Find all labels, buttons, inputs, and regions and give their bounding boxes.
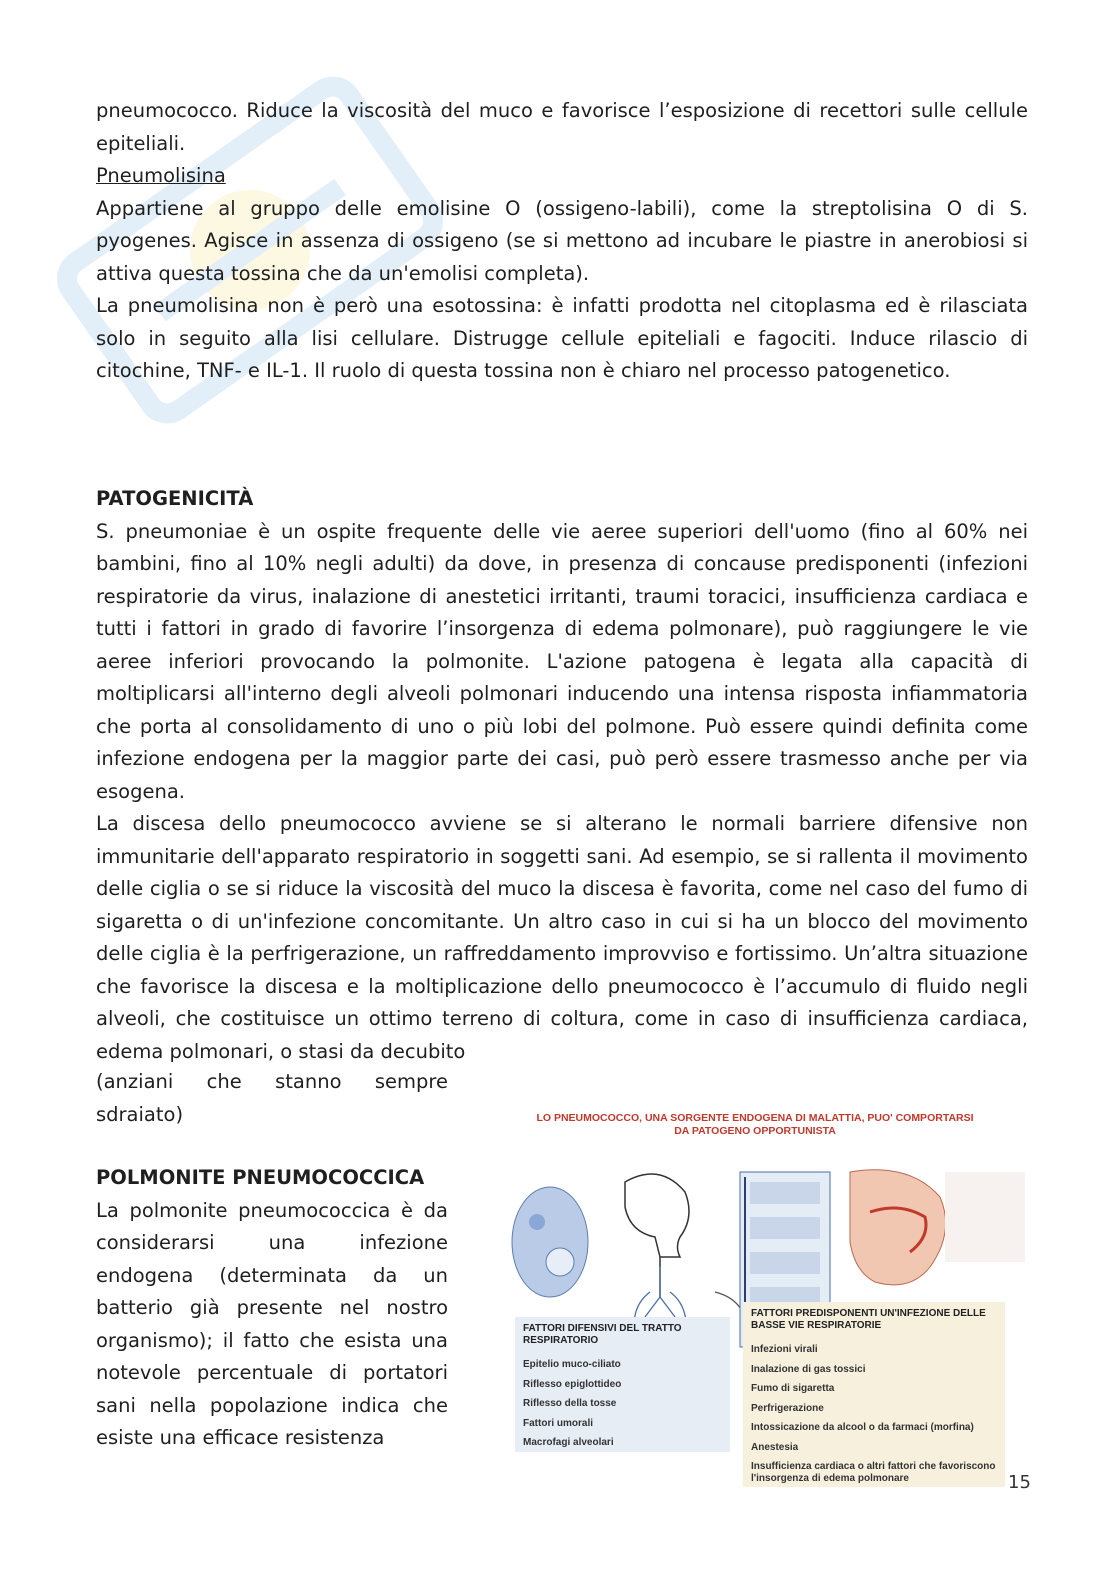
figure-title: LO PNEUMOCOCCO, UNA SORGENTE ENDOGENA DI MALATTIA, PUO' COMPORTARSI DA PATOGENO OPPORTUNISTA xyxy=(536,1112,974,1137)
page-number: 15 xyxy=(1008,1472,1031,1493)
pneumolisina-paragraph-2: La pneumolisina non è però una esotossina: è infatti prodotta nel citoplasma ed è rilasciata solo in seguito alla lisi cellulare. Distrugge cellule epiteliali e fagociti. Induce rilascio di citochine, TNF- e IL-1. Il ruolo di questa tossina non è chiaro nel processo patogenetico. xyxy=(96,294,1028,382)
defense-factor-item: Riflesso della tosse xyxy=(523,1398,617,1409)
predisposing-factor-item: Insufficienza cardiaca o altri fattori che favoriscono l'insorgenza di edema polmonare xyxy=(751,1461,996,1484)
intro-paragraph: pneumococco. Riduce la viscosità del muco e favorisce l’esposizione di recettori sulle cellule epiteliali. xyxy=(96,99,1028,155)
patogenicita-section xyxy=(96,483,1028,1068)
patogenicita-paragraph-2: La discesa dello pneumococco avviene se si alterano le normali barriere difensive non immunitarie dell'apparato respiratorio in soggetti sani. Ad esempio, se si rallenta il movimento delle ciglia o se si riduce la viscosità del muco la discesa è favorita, come nel caso del fumo di sigaretta o di un'infezione concomitante. Un altro caso in cui si ha un blocco del movimento delle ciglia è la perfrigerazione, un raffreddamento improvviso e fortissimo. Un’altra situazione che favorisce la discesa e la moltiplicazione dello pneumococco è l’accumulo di fluido negli alveoli, che costituisce un ottimo terreno di coltura, come in caso di insufficienza cardiaca, edema polmonari, o stasi da decubito xyxy=(96,812,1028,1063)
alveoli-drawing xyxy=(512,1187,588,1297)
defense-factor-item: Riflesso epiglottideo xyxy=(523,1378,622,1390)
predisposing-factors-box xyxy=(743,1302,1005,1487)
pneumolisina-section xyxy=(96,160,1028,388)
polmonite-section xyxy=(96,1162,448,1455)
defense-factor-item: Fattori umorali xyxy=(523,1417,594,1429)
defense-factors-box xyxy=(515,1317,730,1452)
head-profile-drawing xyxy=(625,1174,689,1297)
predisposing-factors-heading: FATTORI PREDISPONENTI UN'INFEZIONE DELLE BASSE VIE RESPIRATORIE xyxy=(751,1308,986,1331)
intro-block xyxy=(96,95,1028,160)
defense-factor-item: Macrofagi alveolari xyxy=(523,1437,614,1448)
polmonite-paragraph: La polmonite pneumococcica è da considerarsi una infezione endogena (determinata da un batterio già presente nel nostro organismo); il fatto che esista una notevole percentuale di portatori sani nella popolazione indica che esiste una efficace resistenza xyxy=(96,1198,448,1449)
predisposing-factor-item: Anestesia xyxy=(751,1441,799,1453)
pneumococco-figure xyxy=(475,1112,1035,1492)
patogenicita-tail xyxy=(96,1066,448,1131)
predisposing-factor-item: Perfrigerazione xyxy=(751,1402,824,1414)
pneumolisina-heading: Pneumolisina xyxy=(96,164,226,187)
defense-factor-item: Epitelio muco-ciliato xyxy=(523,1359,621,1370)
pneumolisina-paragraph-1: Appartiene al gruppo delle emolisine O (ossigeno-labili), come la streptolisina O di S. pyogenes. Agisce in assenza di ossigeno (se si mettono ad incubare le piastre in anerobiosi si attiva questa tossina che da un'emolisi completa). xyxy=(96,196,1028,285)
patogenicita-heading: PATOGENICITÀ xyxy=(96,487,254,510)
predisposing-factor-item: Fumo di sigaretta xyxy=(751,1383,835,1394)
patogenicita-paragraph-1: S. pneumoniae è un ospite frequente delle vie aeree superiori dell'uomo (fino al 60% nei bambini, fino al 10% negli adulti) da dove, in presenza di concause predisponenti (infezioni respiratorie da virus, inalazione di anestetici irritanti, traumi toracici, insufficienza cardiaca e tutti i fattori in grado di favorire l’insorgenza di edema polmonare), può raggiungere le vie aeree inferiori provocando la polmonite. L'azione patogena è legata alla capacità di moltiplicarsi all'interno degli alveoli polmonari inducendo una intensa risposta infiammatoria che porta al consolidamento di uno o più lobi del polmone. Può essere quindi definita come infezione endogena per la maggior parte dei casi, può però essere trasmesso anche per via esogena. xyxy=(96,519,1028,803)
defense-factors-heading: FATTORI DIFENSIVI DEL TRATTO RESPIRATORIO xyxy=(523,1323,682,1346)
patogenicita-paragraph-2-tail: (anziani che stanno sempre sdraiato) xyxy=(96,1070,448,1126)
predisposing-factor-item: Infezioni virali xyxy=(751,1344,818,1355)
predisposing-factor-item: Intossicazione da alcool o da farmaci (morfina) xyxy=(751,1422,974,1433)
head-section-drawing xyxy=(850,1170,1025,1285)
predisposing-factor-item: Inalazione di gas tossici xyxy=(751,1363,866,1375)
polmonite-heading: POLMONITE PNEUMOCOCCICA xyxy=(96,1166,425,1189)
